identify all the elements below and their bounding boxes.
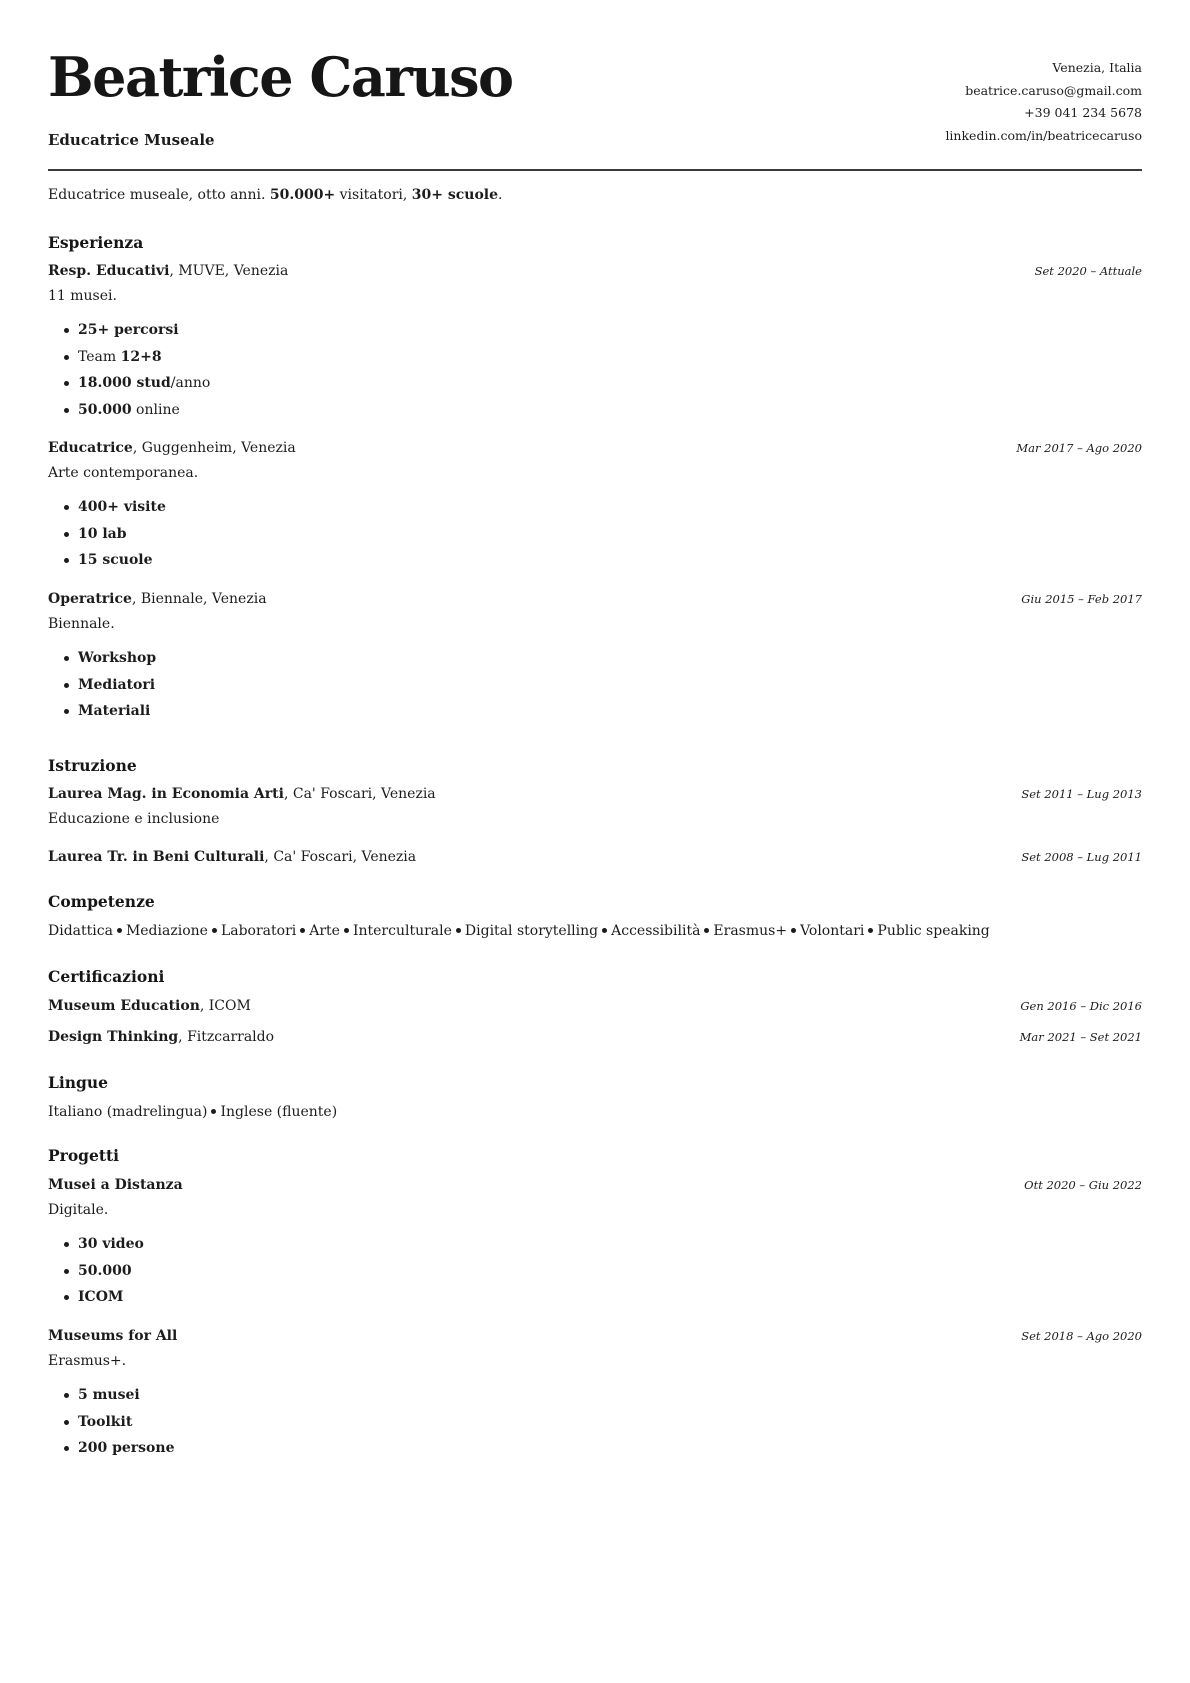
bullet-separator-icon xyxy=(868,928,873,933)
job-dates: Mar 2017 – Ago 2020 xyxy=(1016,441,1142,455)
project-dates: Set 2018 – Ago 2020 xyxy=(1021,1329,1142,1343)
contact-location: Venezia, Italia xyxy=(1052,60,1142,75)
job-org: , Biennale, Venezia xyxy=(131,591,267,607)
bullet-separator-icon xyxy=(456,928,461,933)
skill-item: Didattica xyxy=(48,923,113,939)
candidate-name: Beatrice Caruso xyxy=(48,45,513,109)
language-item: Inglese (fluente) xyxy=(220,1104,338,1120)
summary-bold-1: 50.000+ xyxy=(269,187,336,203)
certification-org: , Fitzcarraldo xyxy=(178,1029,275,1045)
list-item: ICOM xyxy=(78,1287,144,1314)
project-dates: Ott 2020 – Giu 2022 xyxy=(1024,1178,1142,1192)
skills-list xyxy=(48,923,990,939)
school-name: , Ca' Foscari, Venezia xyxy=(283,786,436,802)
summary-text-3: . xyxy=(498,187,503,203)
contact-phone: +39 041 234 5678 xyxy=(1024,105,1142,120)
school-name: , Ca' Foscari, Venezia xyxy=(264,849,417,865)
list-item: Workshop xyxy=(78,648,156,675)
job-bullets xyxy=(48,320,210,426)
list-item: Team 12+8 xyxy=(78,347,210,374)
list-item: 5 musei xyxy=(78,1385,174,1412)
list-item: Materiali xyxy=(78,701,156,728)
list-item: Mediatori xyxy=(78,675,156,702)
bullet-separator-icon xyxy=(704,928,709,933)
certification-entry xyxy=(48,1029,1142,1045)
certification-org: , ICOM xyxy=(199,998,251,1014)
list-item: 50.000 xyxy=(78,1261,144,1288)
bullet-separator-icon xyxy=(300,928,305,933)
contact-block xyxy=(945,57,1142,147)
certification-name: Museum Education xyxy=(48,998,200,1014)
skill-item: Public speaking xyxy=(877,923,990,939)
education-description: Educazione e inclusione xyxy=(48,811,220,827)
list-item: 18.000 stud/anno xyxy=(78,373,210,400)
job-description: Biennale. xyxy=(48,616,115,632)
skill-item: Erasmus+ xyxy=(713,923,788,939)
header-divider xyxy=(48,169,1142,171)
section-title-education: Istruzione xyxy=(48,756,137,775)
section-title-projects: Progetti xyxy=(48,1146,120,1165)
list-item: 50.000 online xyxy=(78,400,210,427)
job-org: , Guggenheim, Venezia xyxy=(132,440,296,456)
job-org: , MUVE, Venezia xyxy=(169,263,289,279)
project-name: Musei a Distanza xyxy=(48,1177,183,1193)
project-entry xyxy=(48,1328,1142,1344)
skill-item: Arte xyxy=(309,923,340,939)
summary-text-1: Educatrice museale, otto anni. xyxy=(48,187,270,203)
job-entry xyxy=(48,591,1142,607)
skill-item: Digital storytelling xyxy=(464,923,599,939)
candidate-role: Educatrice Museale xyxy=(48,131,215,149)
list-item: 15 scuole xyxy=(78,550,166,577)
job-bullets xyxy=(48,497,166,577)
certification-dates: Mar 2021 – Set 2021 xyxy=(1019,1030,1142,1044)
bullet-separator-icon xyxy=(602,928,607,933)
project-description: Digitale. xyxy=(48,1202,109,1218)
languages-list xyxy=(48,1104,337,1120)
job-entry xyxy=(48,440,1142,456)
section-title-languages: Lingue xyxy=(48,1073,109,1092)
project-name: Museums for All xyxy=(48,1328,178,1344)
education-entry xyxy=(48,786,1142,802)
skill-item: Laboratori xyxy=(220,923,297,939)
list-item: 400+ visite xyxy=(78,497,166,524)
skill-item: Accessibilità xyxy=(611,923,701,939)
job-dates: Giu 2015 – Feb 2017 xyxy=(1021,592,1142,606)
list-item: 200 persone xyxy=(78,1438,174,1465)
job-role: Resp. Educativi xyxy=(48,263,170,279)
section-title-skills: Competenze xyxy=(48,892,155,911)
degree-name: Laurea Tr. in Beni Culturali xyxy=(48,849,265,865)
bullet-separator-icon xyxy=(344,928,349,933)
job-role: Educatrice xyxy=(48,440,133,456)
job-bullets xyxy=(48,648,156,728)
education-dates: Set 2011 – Lug 2013 xyxy=(1021,787,1142,801)
education-entry xyxy=(48,849,1142,865)
bullet-separator-icon xyxy=(117,928,122,933)
bullet-separator-icon xyxy=(212,928,217,933)
section-title-certifications: Certificazioni xyxy=(48,967,165,986)
job-dates: Set 2020 – Attuale xyxy=(1034,264,1142,278)
skill-item: Volontari xyxy=(800,923,865,939)
list-item: 25+ percorsi xyxy=(78,320,210,347)
summary-text-2: visitatori, xyxy=(335,187,412,203)
profile-summary xyxy=(48,187,502,203)
contact-linkedin: linkedin.com/in/beatricecaruso xyxy=(945,127,1142,143)
degree-name: Laurea Mag. in Economia Arti xyxy=(48,786,284,802)
project-bullets xyxy=(48,1234,144,1314)
skill-item: Interculturale xyxy=(352,923,452,939)
section-title-experience: Esperienza xyxy=(48,233,144,252)
project-bullets xyxy=(48,1385,174,1465)
skill-item: Mediazione xyxy=(125,923,208,939)
job-description: Arte contemporanea. xyxy=(48,465,199,481)
education-dates: Set 2008 – Lug 2011 xyxy=(1021,850,1142,864)
certification-name: Design Thinking xyxy=(48,1029,179,1045)
language-item: Italiano (madrelingua) xyxy=(48,1104,208,1120)
job-role: Operatrice xyxy=(48,591,132,607)
job-description: 11 musei. xyxy=(48,288,117,304)
resume-header xyxy=(48,0,1142,170)
bullet-separator-icon xyxy=(211,1109,216,1114)
list-item: 30 video xyxy=(78,1234,144,1261)
certification-entry xyxy=(48,998,1142,1014)
contact-email: beatrice.caruso@gmail.com xyxy=(965,82,1142,98)
list-item: Toolkit xyxy=(78,1412,174,1439)
certification-dates: Gen 2016 – Dic 2016 xyxy=(1020,999,1142,1013)
list-item: 10 lab xyxy=(78,524,166,551)
summary-bold-2: 30+ scuole xyxy=(411,187,499,203)
bullet-separator-icon xyxy=(791,928,796,933)
project-entry xyxy=(48,1177,1142,1193)
project-description: Erasmus+. xyxy=(48,1353,127,1369)
job-entry xyxy=(48,263,1142,279)
